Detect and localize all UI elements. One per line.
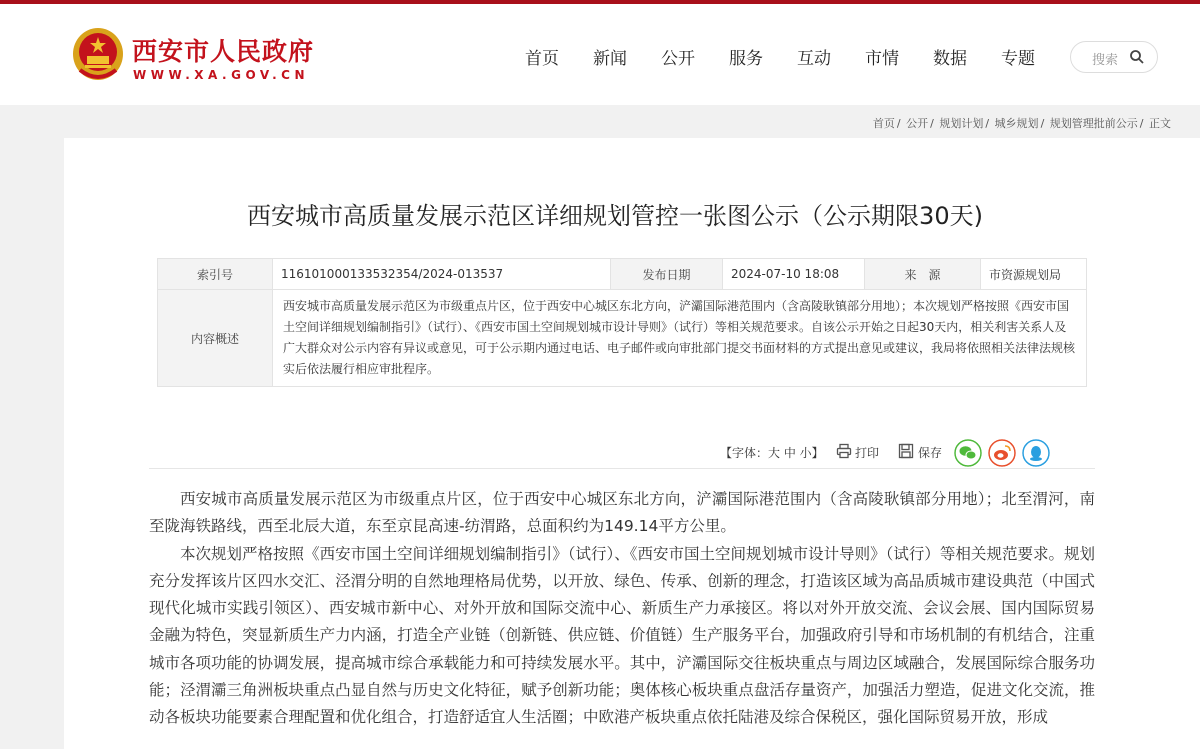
index-label: 索引号 [158,259,273,290]
breadcrumb [872,115,1172,131]
breadcrumb-urban-planning[interactable]: 城乡规划 [994,117,1039,130]
save-icon[interactable] [898,443,914,459]
breadcrumb-current: 正文 [1149,117,1171,130]
source-value: 市资源规划局 [981,259,1087,290]
site-url: WWW.XA.GOV.CN [133,68,309,82]
weibo-icon[interactable] [988,439,1016,467]
article-body [149,486,1095,732]
date-value: 2024-07-10 18:08 [723,259,865,290]
nav-news[interactable]: 新闻 [593,49,627,69]
breadcrumb-separator: / [896,117,901,130]
nav-data[interactable]: 数据 [933,49,967,69]
article-title: 西安城市高质量发展示范区详细规划管控一张图公示（公示期限30天) [247,202,983,230]
breadcrumb-separator: / [1040,117,1045,130]
summary-cell [273,290,1087,387]
content-divider [149,468,1095,469]
nav-city-info[interactable]: 市情 [865,49,899,69]
search-box[interactable] [1070,41,1158,73]
qq-icon[interactable] [1022,439,1050,467]
nav-service[interactable]: 服务 [729,49,763,69]
font-size-control[interactable]: 【字体：大 中 小】 [720,446,824,460]
breadcrumb-separator: / [930,117,934,130]
search-placeholder[interactable]: 搜索 [1092,53,1119,68]
body-paragraph: 本次规划严格按照《西安市国土空间详细规划编制指引》（试行）、《西安市国土空间规划城市设计导则》（试行）等相关规范要求。规划充分发挥该片区四水交汇、泾渭分明的自然地理格局优势，以开放、绿色、传承、创新的理念，打造该区域为高品质城市建设典范（中国式现代化城市实践引领区）、西安城市新中心、对外开放和国际交流中心、新质生产力承接区。将以对外开放交流、会议会展、国内国际贸易金融为特色，突显新质生产力内涵，打造全产业链（创新链、供应链、价值链）生产服务平台，加强政府引导和市场机制的有机结合，注重城市各项功能的协调发展，提高城市综合承载能力和可持续发展水平。其中，浐灞国际交往板块重点与周边区域融合，发展国际综合服务功能；泾渭灞三角洲板块重点凸显自然与历史文化特征，赋予创新功能；奥体核心板块重点盘活存量资产，加强活力塑造，促进文化交流，推动各板块功能要素合理配置和优化组合，打造舒适宜人生活圈；中欧港产板块重点依托陆港及综合保税区，强化国际贸易开放，形成 [149,544,1095,727]
body-paragraph: 西安城市高质量发展示范区为市级重点片区，位于西安中心城区东北方向，浐灞国际港范围内（含高陵耿镇部分用地）；北至渭河，南至陇海铁路线，西至北辰大道，东至京昆高速-纺渭路，总面积约为149.14平方公里。 [149,490,1095,536]
breadcrumb-separator: / [1139,117,1144,130]
breadcrumb-open[interactable]: 公开 [906,117,929,130]
wechat-icon[interactable] [954,439,982,467]
source-label: 来 源 [865,259,981,290]
site-name[interactable]: 西安市人民政府 [132,37,315,66]
breadcrumb-approval-notice[interactable]: 规划管理批前公示 [1049,117,1138,130]
site-header [0,4,1200,105]
nav-open[interactable]: 公开 [661,49,695,69]
date-label: 发布日期 [611,259,723,290]
search-icon[interactable] [1129,49,1145,65]
nav-home[interactable]: 首页 [525,49,559,69]
nav-topics[interactable]: 专题 [1001,49,1035,69]
summary-text: 西安城市高质量发展示范区为市级重点片区，位于西安中心城区东北方向，浐灞国际港范围内（含高陵耿镇部分用地）；本次规划严格按照《西安市国土空间详细规划编制指引》（试行）、《西安市国土空间规划城市设计导则》（试行）等相关规范要求。自该公示开始之日起30天内，相关利害关系人及广大群众对公示内容有异议或意见，可于公示期内通过电话、电子邮件或向审批部门提交书面材料的方式提出意见或建议，我局将依照相关法律法规核实后依法履行相应审批程序。 [283,299,1076,376]
breadcrumb-separator: / [985,117,990,130]
article-meta-table [157,258,1087,387]
national-emblem-icon[interactable] [72,26,124,82]
summary-label: 内容概述 [158,290,273,387]
breadcrumb-planning[interactable]: 规划计划 [939,117,984,130]
print-button[interactable]: 打印 [855,446,880,460]
index-value: 11610100013353235​4/2024-013537 [273,259,611,290]
nav-interaction[interactable]: 互动 [797,49,831,69]
print-icon[interactable] [836,443,852,459]
save-button[interactable]: 保存 [918,446,943,460]
breadcrumb-home[interactable]: 首页 [872,117,895,130]
